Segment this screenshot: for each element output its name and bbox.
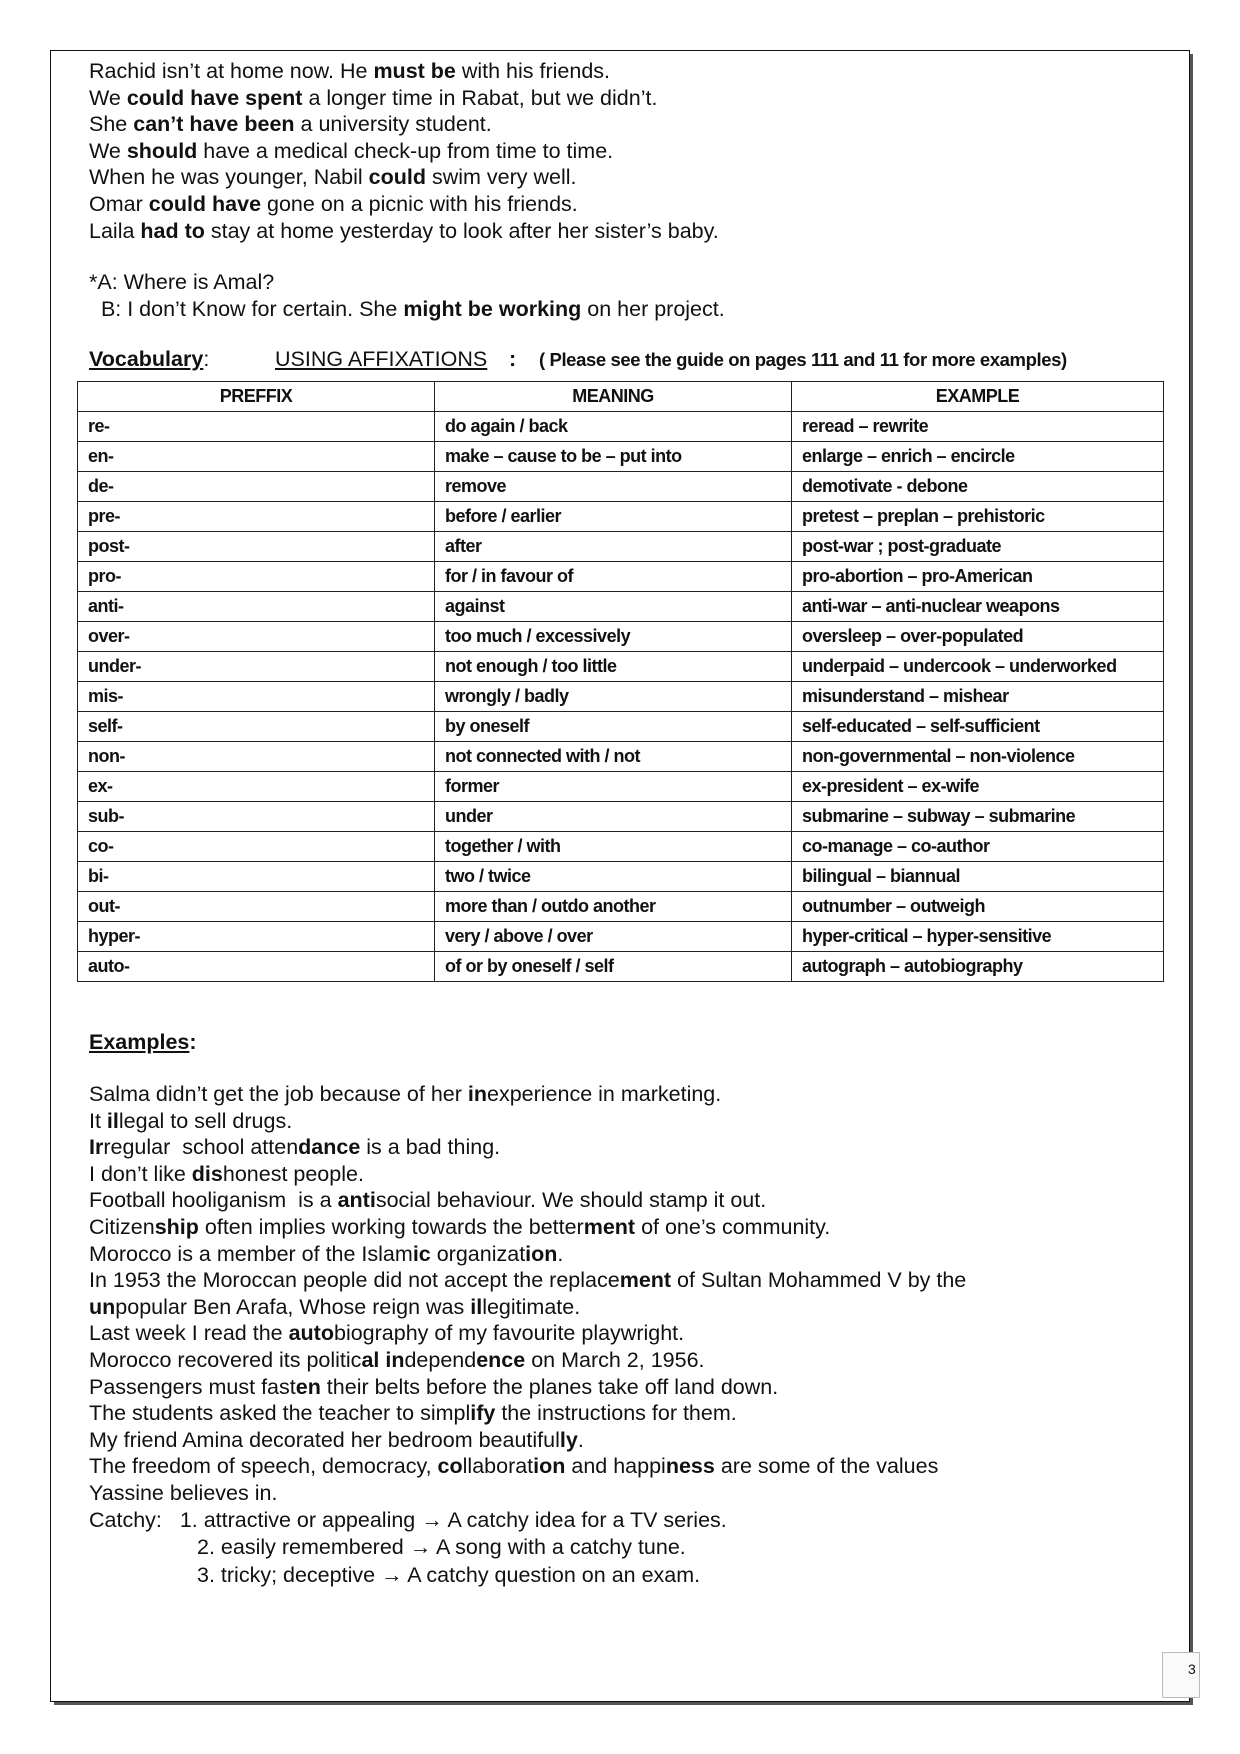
modal-sentence	[89, 111, 1159, 138]
example-sentence	[89, 1267, 1169, 1294]
text-fragment: .	[557, 1241, 564, 1266]
bold-fragment: might be working	[403, 296, 582, 321]
vocabulary-colon: :	[203, 347, 210, 371]
meaning-cell: of or by oneself / self	[435, 952, 792, 982]
example-cell: submarine – subway – submarine	[792, 802, 1164, 832]
meaning-cell: for / in favour of	[435, 562, 792, 592]
text-fragment: have a medical check-up from time to time.	[197, 138, 614, 163]
bold-fragment: ify	[470, 1401, 496, 1426]
prefix-cell: non-	[78, 742, 435, 772]
table-row	[78, 652, 1164, 682]
example-cell: anti-war – anti-nuclear weapons	[792, 592, 1164, 622]
example-sentence	[89, 1161, 1169, 1188]
affixation-colon: :	[509, 347, 517, 371]
catchy-def: 3. tricky; deceptive → A catchy question on an exam.	[197, 1563, 701, 1588]
table-row	[78, 712, 1164, 742]
bold-fragment: co	[437, 1454, 463, 1479]
example-sentence	[89, 1214, 1169, 1241]
bold-fragment: in	[385, 1347, 405, 1372]
modal-sentence	[89, 85, 1159, 112]
meaning-cell: against	[435, 592, 792, 622]
vocabulary-label: Vocabulary	[89, 347, 204, 371]
prefix-cell: sub-	[78, 802, 435, 832]
text-fragment: .	[577, 1427, 584, 1452]
prefix-cell: auto-	[78, 952, 435, 982]
bold-fragment: il	[470, 1294, 483, 1319]
bold-fragment: Ir	[89, 1135, 104, 1160]
text-fragment: Yassine believes in.	[89, 1480, 278, 1505]
text-fragment: Football hooliganism is a	[89, 1188, 338, 1213]
prefix-cell: anti-	[78, 592, 435, 622]
text-fragment: on her project.	[581, 296, 725, 321]
prefix-cell: mis-	[78, 682, 435, 712]
example-cell: oversleep – over-populated	[792, 622, 1164, 652]
bold-fragment: dis	[191, 1161, 223, 1186]
bold-fragment: il	[106, 1108, 119, 1133]
bold-fragment: ship	[154, 1214, 199, 1239]
table-row	[78, 922, 1164, 952]
prefix-cell: out-	[78, 892, 435, 922]
modal-sentence	[89, 164, 1159, 191]
bold-fragment: anti	[337, 1188, 376, 1213]
example-cell: bilingual – biannual	[792, 862, 1164, 892]
page-shadow-bottom	[54, 1702, 1193, 1705]
text-fragment: The freedom of speech, democracy,	[89, 1454, 438, 1479]
table-row	[78, 832, 1164, 862]
example-sentence	[89, 1427, 1169, 1454]
affixation-title: USING AFFIXATIONS	[275, 347, 488, 371]
bold-fragment: ly	[559, 1427, 578, 1452]
text-fragment: I don’t like	[89, 1161, 192, 1186]
text-fragment: Omar	[89, 191, 149, 216]
text-fragment: the instructions for them.	[495, 1401, 737, 1426]
text-fragment: popular Ben Arafa, Whose reign was	[115, 1294, 471, 1319]
bold-fragment: en	[295, 1374, 321, 1399]
header-meaning: MEANING	[435, 382, 792, 412]
meaning-cell: very / above / over	[435, 922, 792, 952]
meaning-cell: two / twice	[435, 862, 792, 892]
vocabulary-heading	[89, 347, 1067, 372]
text-fragment: Morocco is a member of the Islam	[89, 1241, 413, 1266]
meaning-cell: not connected with / not	[435, 742, 792, 772]
text-fragment: *A: Where is Amal?	[89, 270, 275, 295]
dialogue-line	[89, 296, 1159, 323]
example-sentence	[89, 1241, 1169, 1268]
dialogue-line	[89, 269, 1159, 296]
example-sentence	[89, 1453, 1169, 1480]
meaning-cell: do again / back	[435, 412, 792, 442]
example-cell: pretest – preplan – prehistoric	[792, 502, 1164, 532]
meaning-cell: make – cause to be – put into	[435, 442, 792, 472]
text-fragment: experience in marketing.	[487, 1082, 722, 1106]
example-sentence	[89, 1400, 1169, 1427]
meaning-cell: more than / outdo another	[435, 892, 792, 922]
prefix-cell: over-	[78, 622, 435, 652]
text-fragment: Rachid isn’t at home now. He	[89, 59, 374, 83]
table-header-row	[78, 382, 1164, 412]
prefix-cell: en-	[78, 442, 435, 472]
catchy-def: 2. easily remembered → A song with a catchy tune.	[197, 1535, 686, 1560]
text-fragment: legal to sell drugs.	[118, 1108, 293, 1133]
bold-fragment: should	[126, 138, 198, 163]
table-row	[78, 952, 1164, 982]
example-sentence	[89, 1294, 1169, 1321]
example-cell: autograph – autobiography	[792, 952, 1164, 982]
bold-fragment: ment	[583, 1214, 636, 1239]
prefix-cell: re-	[78, 412, 435, 442]
page-number: 3	[1188, 1661, 1196, 1677]
modal-sentence	[89, 218, 1159, 245]
text-fragment: often implies working towards the better	[198, 1214, 584, 1239]
meaning-cell: remove	[435, 472, 792, 502]
header-prefix: PREFFIX	[78, 382, 435, 412]
prefix-cell: post-	[78, 532, 435, 562]
example-cell: hyper-critical – hyper-sensitive	[792, 922, 1164, 952]
prefix-cell: pro-	[78, 562, 435, 592]
text-fragment: stay at home yesterday to look after her sister’s baby.	[204, 218, 719, 243]
text-fragment: depend	[404, 1347, 477, 1372]
dialogue	[89, 269, 1159, 322]
bold-fragment: ion	[525, 1241, 558, 1266]
modal-sentence	[89, 138, 1159, 165]
table-row	[78, 892, 1164, 922]
text-fragment: legitimate.	[482, 1294, 581, 1319]
bold-fragment: could have spent	[126, 85, 303, 110]
meaning-cell: after	[435, 532, 792, 562]
table-row	[78, 592, 1164, 622]
bold-fragment: dance	[298, 1135, 361, 1160]
prefix-cell: hyper-	[78, 922, 435, 952]
text-fragment: She	[89, 112, 134, 137]
meaning-cell: under	[435, 802, 792, 832]
example-cell: underpaid – undercook – underworked	[792, 652, 1164, 682]
examples-section	[89, 1030, 1169, 1589]
text-fragment: a longer time in Rabat, but we didn’t.	[302, 85, 658, 110]
table-row	[78, 772, 1164, 802]
meaning-cell: by oneself	[435, 712, 792, 742]
text-fragment: of Sultan Mohammed V by the	[671, 1268, 967, 1293]
example-sentences	[89, 1081, 1169, 1507]
example-cell: enlarge – enrich – encircle	[792, 442, 1164, 472]
meaning-cell: together / with	[435, 832, 792, 862]
text-fragment: When he was younger, Nabil	[89, 165, 369, 190]
guide-note: ( Please see the guide on pages 111 and 11 for more examples)	[539, 349, 1067, 370]
text-fragment: of one’s community.	[635, 1214, 831, 1239]
table-row	[78, 442, 1164, 472]
example-cell: post-war ; post-graduate	[792, 532, 1164, 562]
meaning-cell: too much / excessively	[435, 622, 792, 652]
example-cell: ex-president – ex-wife	[792, 772, 1164, 802]
text-fragment: The students asked the teacher to simpl	[89, 1401, 471, 1426]
text-fragment: Laila	[89, 218, 141, 243]
modal-section	[89, 58, 1159, 322]
bold-fragment: must be	[373, 59, 456, 83]
prefix-cell: ex-	[78, 772, 435, 802]
example-sentence	[89, 1347, 1169, 1374]
example-cell: pro-abortion – pro-American	[792, 562, 1164, 592]
bold-fragment: ment	[619, 1268, 672, 1293]
example-sentence	[89, 1081, 1169, 1108]
table-row	[78, 862, 1164, 892]
table-row	[78, 682, 1164, 712]
text-fragment: their belts before the planes take off land down.	[320, 1374, 779, 1399]
text-fragment: gone on a picnic with his friends.	[261, 191, 578, 216]
examples-colon: :	[189, 1030, 197, 1054]
bold-fragment: had to	[140, 218, 205, 243]
text-fragment: Passengers must fast	[89, 1374, 296, 1399]
text-fragment: social behaviour. We should stamp it out.	[375, 1188, 767, 1213]
examples-label: Examples	[89, 1030, 190, 1054]
prefix-cell: co-	[78, 832, 435, 862]
catchy-label: Catchy:	[89, 1507, 162, 1532]
examples-heading	[89, 1030, 1169, 1055]
table-row	[78, 472, 1164, 502]
text-fragment: llaborat	[462, 1454, 534, 1479]
bold-fragment: can’t have been	[133, 112, 295, 137]
example-cell: self-educated – self-sufficient	[792, 712, 1164, 742]
prefix-cell: under-	[78, 652, 435, 682]
text-fragment: Last week I read the	[89, 1321, 289, 1346]
text-fragment: is a bad thing.	[360, 1135, 501, 1160]
text-fragment: with his friends.	[455, 59, 611, 83]
bold-fragment: could	[368, 165, 427, 190]
example-cell: non-governmental – non-violence	[792, 742, 1164, 772]
prefix-cell: bi-	[78, 862, 435, 892]
prefix-cell: pre-	[78, 502, 435, 532]
text-fragment: It	[89, 1108, 107, 1133]
bold-fragment: al	[361, 1347, 380, 1372]
header-example: EXAMPLE	[792, 382, 1164, 412]
table-row	[78, 742, 1164, 772]
prefix-cell: de-	[78, 472, 435, 502]
example-sentence	[89, 1134, 1169, 1161]
bold-fragment: ion	[533, 1454, 566, 1479]
text-fragment: on March 2, 1956.	[525, 1347, 705, 1372]
example-sentence	[89, 1374, 1169, 1401]
bold-fragment: could have	[148, 191, 262, 216]
text-fragment: are some of the values	[714, 1454, 939, 1479]
bold-fragment: auto	[288, 1321, 334, 1346]
bold-fragment: un	[89, 1294, 116, 1319]
page-shadow-right	[1190, 54, 1193, 1704]
text-fragment: Salma didn’t get the job because of her	[89, 1082, 468, 1106]
bold-fragment: in	[467, 1082, 487, 1106]
text-fragment: Morocco recovered its politic	[89, 1347, 362, 1372]
table-row	[78, 802, 1164, 832]
meaning-cell: wrongly / badly	[435, 682, 792, 712]
text-fragment: regular school atten	[103, 1135, 299, 1160]
meaning-cell: before / earlier	[435, 502, 792, 532]
table-row	[78, 412, 1164, 442]
meaning-cell: not enough / too little	[435, 652, 792, 682]
text-fragment: We	[89, 138, 127, 163]
text-fragment: We	[89, 85, 127, 110]
example-cell: co-manage – co-author	[792, 832, 1164, 862]
text-fragment: B: I don’t Know for certain. She	[89, 296, 404, 321]
page-number-box	[1162, 1652, 1200, 1698]
table-row	[78, 562, 1164, 592]
example-sentence	[89, 1480, 1169, 1507]
meaning-cell: former	[435, 772, 792, 802]
example-cell: demotivate - debone	[792, 472, 1164, 502]
bold-fragment: ence	[476, 1347, 526, 1372]
catchy-def-1-row	[89, 1507, 1169, 1534]
modal-sentences	[89, 58, 1159, 244]
text-fragment: honest people.	[222, 1161, 364, 1186]
modal-sentence	[89, 191, 1159, 218]
text-fragment: swim very well.	[426, 165, 577, 190]
text-fragment: biography of my favourite playwright.	[333, 1321, 685, 1346]
prefix-table	[77, 381, 1164, 982]
bold-fragment: ic	[412, 1241, 431, 1266]
table-row	[78, 622, 1164, 652]
catchy-def: 1. attractive or appealing → A catchy idea for a TV series.	[179, 1507, 727, 1532]
example-cell: outnumber – outweigh	[792, 892, 1164, 922]
text-fragment: and happi	[565, 1454, 666, 1479]
example-sentence	[89, 1320, 1169, 1347]
table-row	[78, 532, 1164, 562]
table-row	[78, 502, 1164, 532]
example-cell: misunderstand – mishear	[792, 682, 1164, 712]
text-fragment: My friend Amina decorated her bedroom beautiful	[89, 1427, 560, 1452]
text-fragment: organizat	[430, 1241, 526, 1266]
example-cell: reread – rewrite	[792, 412, 1164, 442]
modal-sentence	[89, 58, 1159, 85]
text-fragment: a university student.	[294, 112, 492, 137]
example-sentence	[89, 1108, 1169, 1135]
text-fragment: In 1953 the Moroccan people did not accept the replace	[89, 1268, 620, 1293]
text-fragment: Citizen	[89, 1214, 155, 1239]
bold-fragment: ness	[665, 1454, 715, 1479]
prefix-cell: self-	[78, 712, 435, 742]
example-sentence	[89, 1187, 1169, 1214]
